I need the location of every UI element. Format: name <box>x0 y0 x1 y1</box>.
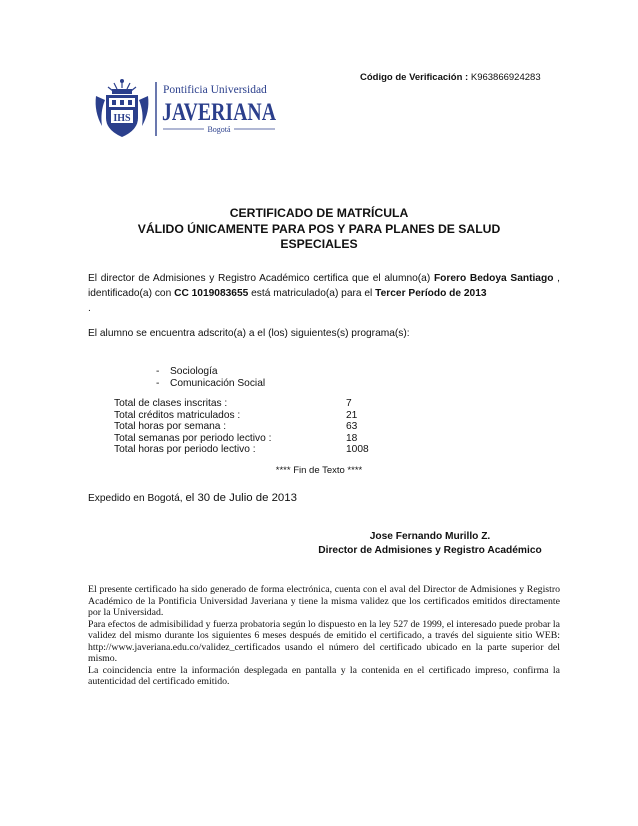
issued-date: el 30 de Julio de 2013 <box>185 492 297 504</box>
signer-role: Director de Admisiones y Registro Académico <box>318 545 542 556</box>
programs-list <box>156 366 265 390</box>
footer-paragraph: La coincidencia entre la información desplegada en pantalla y la contenida en el certificado impreso, confirma la autenticidad del certificado emitido. <box>88 664 560 687</box>
logo-line-1: Pontificia Universidad <box>163 84 267 96</box>
period-end: . <box>88 303 91 314</box>
crest-left-ornament <box>96 96 105 126</box>
title-line-3: ESPECIALES <box>280 237 358 251</box>
verification-code: K963866924283 <box>470 72 541 83</box>
totals-label: Total semanas por periodo lectivo : <box>114 432 272 444</box>
issued-label: Expedido en Bogotá, <box>88 493 183 504</box>
identified-text: , identificado(a) con <box>88 273 560 299</box>
certification-paragraph <box>88 271 560 316</box>
title-line-1: CERTIFICADO DE MATRÍCULA <box>229 206 409 220</box>
student-id: CC 1019083655 <box>174 288 249 299</box>
totals-value: 21 <box>346 409 358 421</box>
svg-text:IHS: IHS <box>113 113 131 124</box>
totals-label: Total horas por semana : <box>114 421 227 432</box>
certificate-title <box>60 206 578 253</box>
totals-label: Total créditos matriculados : <box>114 409 241 421</box>
enrollment-totals <box>114 398 369 456</box>
crest-crown-icon <box>108 79 136 94</box>
enrolled-text: está matriculado(a) para el <box>251 288 373 299</box>
totals-value: 1008 <box>346 444 369 455</box>
totals-row <box>114 398 369 410</box>
totals-row <box>114 410 369 422</box>
title-line-2: VÁLIDO ÚNICAMENTE PARA POS Y PARA PLANES DE SALUD <box>137 221 501 236</box>
academic-period: Tercer Período de 2013 <box>375 288 487 299</box>
totals-row <box>114 421 369 433</box>
totals-value: 18 <box>346 432 358 444</box>
intro-text: El director de Admisiones y Registro Académico certifica que el alumno(a) <box>88 273 431 284</box>
programs-intro: El alumno se encuentra adscrito(a) a el (los) siguientes(s) programa(s): <box>88 328 410 339</box>
totals-label: Total horas por periodo lectivo : <box>114 444 256 455</box>
program-item: - Sociología <box>156 366 265 378</box>
logo-line-3: Bogotá <box>207 125 231 134</box>
signature-block <box>300 530 560 558</box>
totals-row <box>114 444 369 456</box>
issued-line <box>88 492 297 504</box>
end-of-text: **** Fin de Texto **** <box>275 465 363 476</box>
university-logo <box>92 78 282 140</box>
totals-value: 63 <box>346 421 358 432</box>
crest-right-ornament <box>139 96 148 126</box>
totals-row <box>114 433 369 445</box>
legal-footer <box>88 584 560 688</box>
program-item: - Comunicación Social <box>156 378 265 390</box>
verification-label: Código de Verificación : <box>360 72 469 83</box>
totals-value: 7 <box>346 398 352 409</box>
logo-line-2: JAVERIANA <box>162 99 276 126</box>
totals-label: Total de clases inscritas : <box>114 398 228 409</box>
signer-name: Jose Fernando Murillo Z. <box>369 531 491 542</box>
verification-code-line <box>360 72 541 83</box>
student-name: Forero Bedoya Santiago <box>433 273 554 284</box>
footer-paragraph: El presente certificado ha sido generado de forma electrónica, cuenta con el aval del Director de Admisiones y Registro Académico de la Pontificia Universidad Javeriana y tiene la misma validez que los certificados emitidos directamente por la Universidad. <box>88 584 560 618</box>
footer-paragraph: Para efectos de admisibilidad y fuerza probatoria según lo dispuesto en la ley 527 de 1999, el interesado puede probar la validez del mismo durante los siguientes 6 meses después de emitido el certificado, a través del siguiente sitio WEB: http://www.javeriana.edu.co/validez_certificados usando el número del certificado ubicado en la parte superior del mismo. <box>88 618 560 664</box>
